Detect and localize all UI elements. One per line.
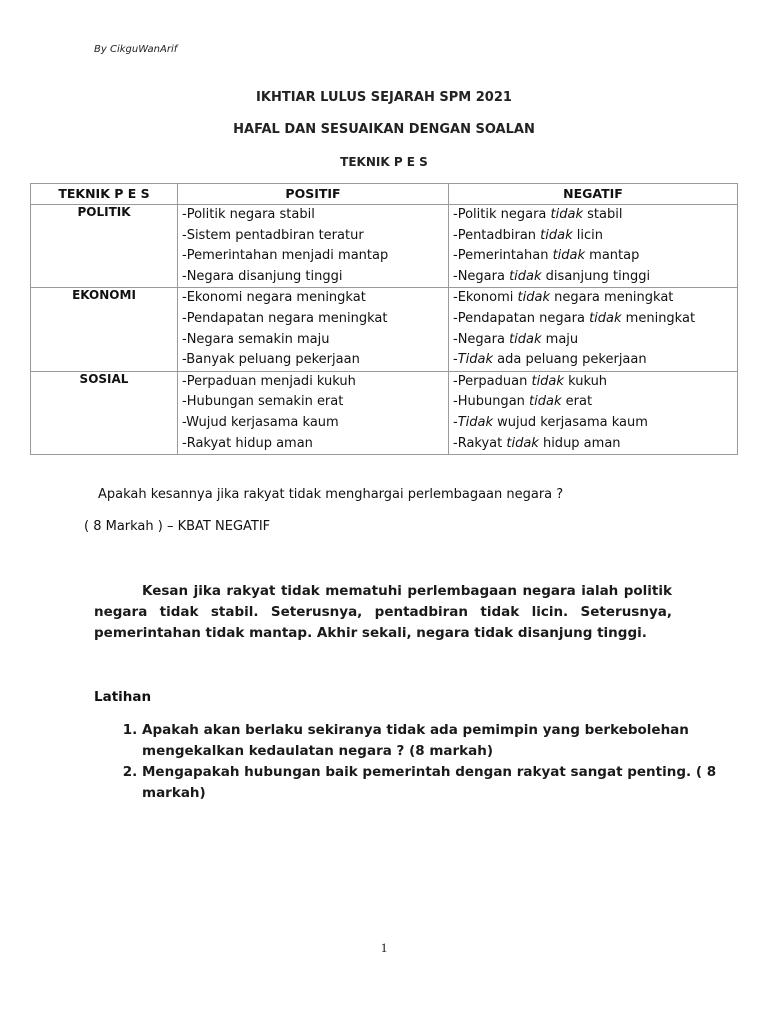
negative-point: -Politik negara tidak stabil — [453, 207, 623, 222]
table-header-row — [31, 184, 738, 205]
negative-cell — [449, 205, 738, 288]
pes-table — [30, 183, 738, 455]
negative-point: -Negara tidak maju — [453, 331, 579, 347]
header-positive: POSITIF — [178, 184, 449, 205]
positive-point: -Sistem pentadbiran teratur — [182, 227, 364, 243]
negative-point: -Ekonomi tidak negara meningkat — [453, 290, 674, 306]
negative-cell — [449, 288, 738, 371]
negative-point: -Hubungan tidak erat — [453, 394, 593, 410]
negative-cell — [449, 371, 738, 454]
positive-point: -Rakyat hidup aman — [182, 435, 313, 451]
category-cell: POLITIK — [31, 205, 178, 288]
exercise-list — [118, 720, 722, 804]
negative-point: -Negara tidak disanjung tinggi — [453, 268, 651, 284]
positive-point: -Ekonomi negara meningkat — [182, 290, 366, 306]
positive-cell — [178, 205, 449, 288]
negative-point: -Pendapatan negara tidak meningkat — [453, 310, 696, 326]
positive-cell — [178, 288, 449, 371]
positive-point: -Wujud kerjasama kaum — [182, 414, 339, 430]
category-cell: EKONOMI — [31, 288, 178, 371]
negative-point: -Tidak ada peluang pekerjaan — [453, 352, 647, 368]
positive-point: -Banyak peluang pekerjaan — [182, 352, 360, 368]
answer-paragraph: Kesan jika rakyat tidak mematuhi perlembagaan negara ialah politik negara tidak stabil. Seterusnya, pentadbiran tidak licin. Seterusnya, pemerintahan tidak mantap. Akhir sekali, negara tidak disanjung tinggi. — [94, 583, 672, 641]
negative-point: -Tidak wujud kerjasama kaum — [453, 414, 648, 430]
header-technique: TEKNIK P E S — [31, 184, 178, 205]
table-row — [31, 288, 738, 371]
positive-point: -Negara semakin maju — [182, 331, 330, 347]
exercise-item: 1. Apakah akan berlaku sekiranya tidak ada pemimpin yang berkebolehan mengekalkan kedaulatan negara ? (8 markah) — [142, 720, 722, 762]
positive-point: -Perpaduan menjadi kukuh — [182, 373, 356, 389]
positive-point: -Politik negara stabil — [182, 207, 315, 222]
technique-title: TEKNIK P E S — [340, 155, 428, 169]
marks-label: ( 8 Markah ) – KBAT NEGATIF — [84, 519, 271, 534]
main-title: IKHTIAR LULUS SEJARAH SPM 2021 — [256, 90, 512, 105]
question-text: Apakah kesannya jika rakyat tidak menghargai perlembagaan negara ? — [98, 487, 564, 502]
positive-point: -Pemerintahan menjadi mantap — [182, 248, 389, 264]
positive-point: -Hubungan semakin erat — [182, 394, 344, 410]
sub-title: HAFAL DAN SESUAIKAN DENGAN SOALAN — [233, 122, 535, 137]
exercise-heading: Latihan — [94, 689, 152, 705]
table-row — [31, 371, 738, 454]
category-cell: SOSIAL — [31, 371, 178, 454]
table-body — [31, 205, 738, 455]
page-number: 1 — [380, 940, 388, 955]
negative-point: -Perpaduan tidak kukuh — [453, 373, 608, 389]
positive-cell — [178, 371, 449, 454]
table-row — [31, 205, 738, 288]
negative-point: -Pemerintahan tidak mantap — [453, 248, 640, 264]
positive-point: -Negara disanjung tinggi — [182, 268, 343, 284]
negative-point: -Pentadbiran tidak licin — [453, 227, 603, 243]
author-byline: By CikguWanArif — [94, 44, 178, 55]
exercise-item: 2. Mengapakah hubungan baik pemerintah dengan rakyat sangat penting. ( 8 markah) — [142, 762, 722, 804]
positive-point: -Pendapatan negara meningkat — [182, 310, 388, 326]
header-negative: NEGATIF — [449, 184, 738, 205]
negative-point: -Rakyat tidak hidup aman — [453, 435, 621, 451]
